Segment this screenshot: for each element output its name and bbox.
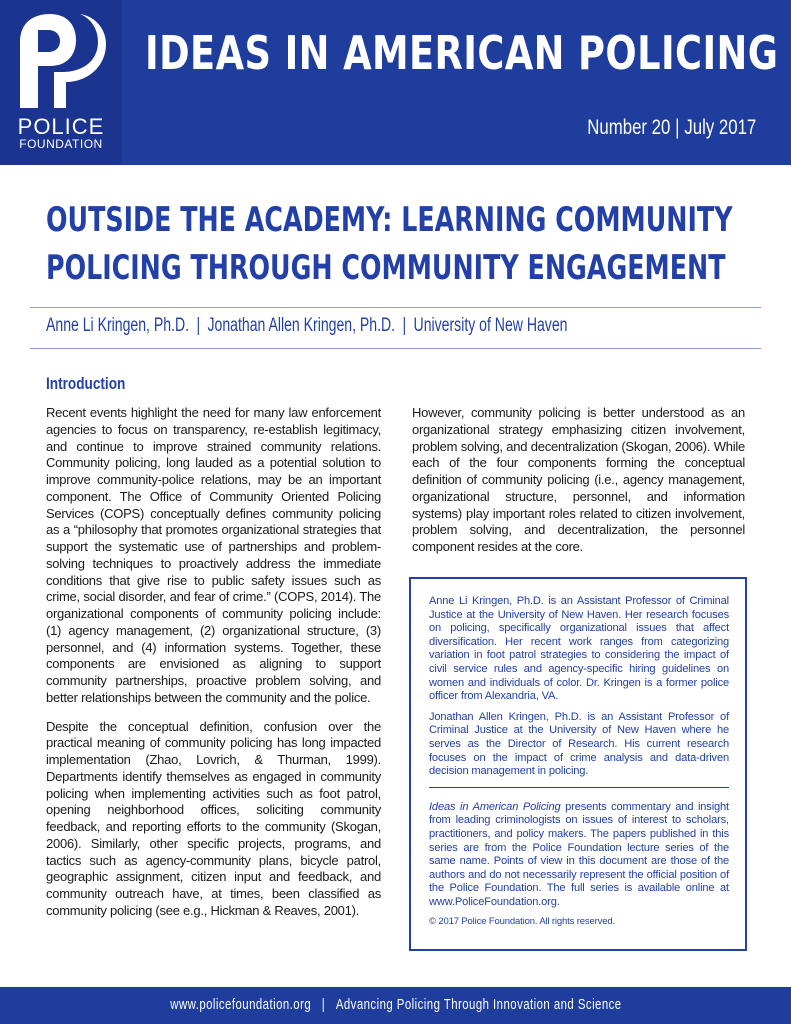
author-2: Jonathan Allen Kringen, Ph.D. (207, 315, 396, 336)
pf-logo-icon (14, 10, 108, 110)
issue-number: Number 20 (586, 116, 671, 139)
logo-text-foundation: FOUNDATION (19, 137, 103, 151)
affiliation: University of New Haven (413, 315, 568, 336)
issue-date: July 2017 (684, 116, 756, 139)
issue-info (587, 116, 756, 140)
series-title: IDEAS IN AMERICAN POLICING (145, 26, 779, 80)
footer-tagline: Advancing Policing Through Innovation and Science (335, 996, 622, 1013)
author-bio-box (409, 577, 747, 951)
author-separator-1: | (196, 315, 201, 336)
copyright: © 2017 Police Foundation. All rights reserved. (429, 916, 615, 928)
footer-url[interactable]: www.policefoundation.org (169, 996, 311, 1013)
title-line-2: POLICING THROUGH COMMUNITY ENGAGEMENT (46, 248, 726, 288)
article-title (46, 196, 733, 292)
logo-text-police: POLICE (17, 114, 105, 139)
bio-divider (429, 787, 729, 788)
issue-separator: | (674, 116, 680, 139)
header-banner (0, 0, 791, 165)
title-divider-top (30, 307, 761, 308)
series-description (429, 801, 729, 910)
title-line-1: OUTSIDE THE ACADEMY: LEARNING COMMUNITY (46, 200, 733, 240)
title-divider-bottom (30, 348, 761, 349)
intro-paragraph-2: Despite the conceptual definition, confusion over the practical meaning of community policing has long impacted implementation (Zhao, Lovrich, & Thurman, 1999). Departments identify themselves as engaged in community policing when implementing activities such as foot patrol, opening neighborhood offices, soliciting community feedback, and reporting efforts to the community (Skogan, 2006). Similarly, other specific projects, programs, and tactics such as agency-community plans, bicycle patrol, geographic assignment, citizen input and feedback, and community outreach have, at times, been classified as community policing (see e.g., Hickman & Reaves, 2001). (46, 718, 381, 918)
author-1: Anne Li Kringen, Ph.D. (46, 315, 190, 336)
author-separator-2: | (402, 315, 407, 336)
intro-paragraph-3: However, community policing is better understood as an organizational strategy emphasizing citizen involvement, problem solving, and decentralization (Skogan, 2006). While each of the four components forming the conceptual definition of community policing (i.e., agency management, organizational structure, personnel, and information systems) play important roles related to citizen involvement, problem solving, and decentralization, the personnel component resides at the core. (412, 405, 745, 554)
series-name: Ideas in American Policing (429, 800, 561, 813)
section-heading-introduction: Introduction (46, 374, 126, 393)
footer-text (0, 996, 791, 1013)
bio-author-1: Anne Li Kringen, Ph.D. is an Assistant Professor of Criminal Justice at the University of New Haven. Her research focuses on policing, specifically organizational issues that affect diversification. Her recent work ranges from categorizing variation in foot patrol strategies to considering the impact of civil service rules and agency-specific hiring guidelines on women and individuals of color. Dr. Kringen is a former police officer from Alexandria, VA. (429, 595, 729, 703)
author-line (46, 315, 567, 337)
intro-paragraph-1: Recent events highlight the need for many law enforcement agencies to focus on transparency, re-establish legitimacy, and continue to improve strained community relations. Community policing, long lauded as a potential solution to improve community-police relations, may be an important component. The Office of Community Oriented Policing Services (COPS) conceptually defines community policing as a “philosophy that promotes organizational strategies that support the systematic use of partnerships and problem-solving techniques to proactively address the immediate conditions that give rise to public safety issues such as crime, social disorder, and fear of crime.” (COPS, 2014). The organizational components of community policing include: (1) agency management, (2) organizational structure, (3) personnel, and (4) information systems. Together, these components are envisioned as aligning to support community partnerships, proactive problem solving, and better relationships between the community and the police. (46, 405, 381, 705)
police-foundation-logo (0, 0, 122, 165)
column-right (412, 405, 745, 556)
column-left (46, 405, 381, 920)
series-description-text: presents commentary and insight from leading criminologists on issues of interest to scholars, practitioners, and policy makers. The papers published in this series are from the Police Foundation lecture series of the same name. Points of view in this document are those of the authors and do not necessarily represent the official position of the Police Foundation. The full series is available online at www.PoliceFoundation.org. (429, 800, 729, 908)
footer-separator: | (321, 996, 325, 1013)
bio-author-2: Jonathan Allen Kringen, Ph.D. is an Assistant Professor of Criminal Justice at the University of New Haven where he serves as the Director of Research. His current research focuses on the impact of crime analysis and data-driven decision management in policing. (429, 710, 729, 778)
